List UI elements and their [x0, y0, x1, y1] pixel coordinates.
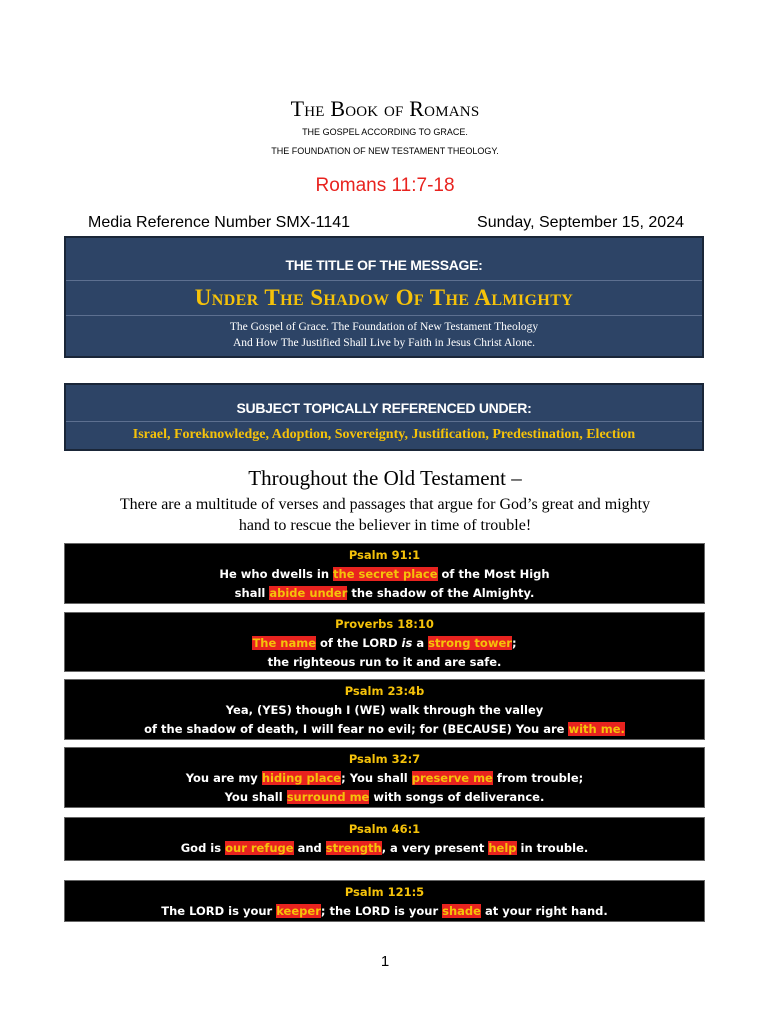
verse-box [64, 817, 705, 861]
subject-panel [64, 383, 704, 451]
book-title: The Book of Romans [290, 96, 480, 121]
verse-highlight: surround me [286, 790, 370, 804]
verse-highlight: strong tower [428, 636, 512, 650]
verse-text: God is [180, 841, 226, 855]
verse-line [65, 720, 704, 739]
verse-reference: Psalm 32:7 [348, 752, 421, 766]
verse-line [65, 902, 704, 921]
media-reference-number: Media Reference Number SMX-1141 [88, 214, 351, 231]
verse-text: He who dwells in [219, 567, 334, 581]
verse-text: The LORD is your [161, 904, 277, 918]
verse-text: and [293, 841, 326, 855]
verse-box [64, 880, 705, 922]
verse-highlight: abide under [269, 586, 348, 600]
verse-highlight: preserve me [411, 771, 493, 785]
old-testament-heading: Throughout the Old Testament – [248, 466, 522, 490]
message-description-line-1: The Gospel of Grace. The Foundation of New Testament Theology [229, 321, 539, 333]
verse-text: of the shadow of death, I will fear no evil; for (BECAUSE) You are [144, 722, 569, 736]
verse-reference: Psalm 23:4b [344, 684, 425, 698]
verse-highlight: strength [325, 841, 382, 855]
subject-label: SUBJECT TOPICALLY REFERENCED UNDER: [236, 400, 532, 416]
verse-line [65, 584, 704, 603]
page-number: 1 [380, 953, 390, 970]
sermon-date: Sunday, September 15, 2024 [477, 214, 684, 231]
verse-highlight: keeper [276, 904, 321, 918]
verse-text: from trouble; [492, 771, 584, 785]
verse-text: ; You shall [341, 771, 412, 785]
scripture-reference: Romans 11:7-18 [315, 175, 455, 196]
verse-text: You shall [224, 790, 287, 804]
verse-text: the righteous run to it and are safe. [267, 655, 502, 669]
verse-line [65, 701, 704, 720]
verse-text: the shadow of the Almighty. [347, 586, 535, 600]
verse-line [65, 788, 704, 807]
old-testament-subheading-line-1: There are a multitude of verses and passages that argue for God’s great and mighty [119, 496, 651, 513]
verse-reference: Psalm 91:1 [348, 548, 421, 562]
verse-highlight: the secret place [333, 567, 438, 581]
verse-highlight: The name [252, 636, 317, 650]
verse-box [64, 612, 705, 672]
verse-highlight: hiding place [261, 771, 342, 785]
verse-highlight: with me. [568, 722, 625, 736]
verse-box [64, 679, 705, 740]
verse-text: , a very present [381, 841, 489, 855]
old-testament-subheading [60, 494, 710, 536]
verse-highlight: shade [442, 904, 481, 918]
message-title-panel [64, 236, 704, 358]
verse-line [65, 565, 704, 584]
verse-text: is [401, 636, 413, 650]
verse-reference: Psalm 121:5 [344, 885, 425, 899]
verse-reference: Psalm 46:1 [348, 822, 421, 836]
verse-line [65, 839, 704, 858]
message-title: Under The Shadow Of The Almighty [66, 280, 702, 315]
verse-text: of the LORD [316, 636, 402, 650]
verse-text: of the Most High [437, 567, 550, 581]
verse-highlight: our refuge [225, 841, 294, 855]
message-description [66, 315, 702, 351]
verse-reference: Proverbs 18:10 [335, 617, 434, 631]
verse-text: with songs of deliverance. [369, 790, 545, 804]
verse-text: a [412, 636, 429, 650]
subject-topics: Israel, Foreknowledge, Adoption, Sovereignty, Justification, Predestination, Election [66, 421, 702, 450]
verse-highlight: help [488, 841, 517, 855]
verse-line [65, 653, 704, 672]
old-testament-subheading-line-2: hand to rescue the believer in time of trouble! [238, 517, 532, 534]
verse-text: shall [234, 586, 270, 600]
verse-text: in trouble. [516, 841, 589, 855]
message-description-line-2: And How The Justified Shall Live by Faith in Jesus Christ Alone. [233, 337, 535, 349]
book-subtitle-1: THE GOSPEL ACCORDING TO GRACE. [302, 127, 468, 137]
verse-box [64, 543, 705, 604]
message-label: THE TITLE OF THE MESSAGE: [285, 257, 483, 273]
book-subtitle-2: THE FOUNDATION OF NEW TESTAMENT THEOLOGY. [271, 146, 499, 156]
verse-line [65, 634, 704, 653]
verse-text: ; [511, 636, 517, 650]
verse-line [65, 769, 704, 788]
verse-box [64, 747, 705, 808]
verse-text: ; the LORD is your [320, 904, 443, 918]
verse-text: You are my [185, 771, 262, 785]
verse-text: Yea, (YES) though I (WE) walk through the valley [225, 703, 544, 717]
verse-text: at your right hand. [480, 904, 608, 918]
